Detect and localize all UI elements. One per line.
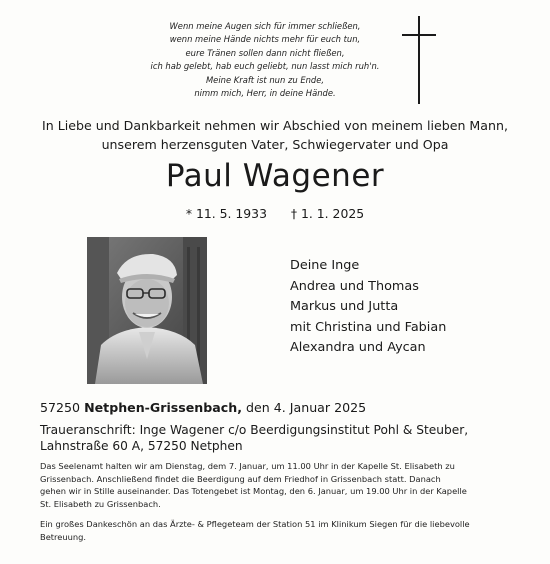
mourning-address xyxy=(40,422,468,455)
poem-line: eure Tränen sollen dann nicht fließen, xyxy=(185,47,345,58)
address-line-2: Lahnstraße 60 A, 57250 Netphen xyxy=(40,439,243,454)
family-member: Markus und Jutta xyxy=(290,299,399,315)
family-list xyxy=(290,256,446,359)
place-date: den 4. Januar 2025 xyxy=(246,400,367,415)
intro-line-1: In Liebe und Dankbarkeit nehmen wir Abschied von meinem lieben Mann, xyxy=(42,118,508,133)
birth-date: * 11. 5. 1933 xyxy=(185,206,267,221)
portrait-photo xyxy=(87,237,207,384)
poem-line: Wenn meine Augen sich für immer schließen, xyxy=(169,21,361,31)
poem-line: Meine Kraft ist nun zu Ende, xyxy=(205,74,325,85)
family-member: Alexandra und Aycan xyxy=(290,340,426,356)
place-and-date xyxy=(40,400,366,415)
address-line-1: Traueranschrift: Inge Wagener c/o Beerdigungsinstitut Pohl & Steuber, xyxy=(40,423,469,437)
deceased-name: Paul Wagener xyxy=(165,158,385,194)
life-dates xyxy=(150,206,400,221)
poem-line: nimm mich, Herr, in deine Hände. xyxy=(194,88,336,99)
service-line: Das Seelenamt halten wir am Dienstag, dem 7. Januar, um 11.00 Uhr in der Kapelle St. Elisabeth zu xyxy=(40,461,455,471)
poem-line: ich hab gelebt, hab euch geliebt, nun lasst mich ruh'n. xyxy=(150,61,380,72)
portrait-image xyxy=(87,237,207,384)
service-line: Grissenbach. Anschließend findet die Beerdigung auf dem Friedhof in Grissenbach statt. Danach xyxy=(40,473,441,484)
family-member: Deine Inge xyxy=(290,258,360,273)
poem xyxy=(120,20,410,100)
family-member: mit Christina und Fabian xyxy=(290,319,447,335)
poem-line: wenn meine Hände nichts mehr für euch tun, xyxy=(169,34,361,45)
thanks-notice xyxy=(40,518,510,543)
thanks-line: Betreuung. xyxy=(40,531,87,542)
service-notice xyxy=(40,460,510,510)
service-line: St. Elisabeth zu Grissenbach. xyxy=(40,498,161,509)
thanks-line: Ein großes Dankeschön an das Ärzte- & Pflegeteam der Station 51 im Klinikum Siegen für die liebevolle xyxy=(40,519,470,529)
intro-line-2: unserem herzensguten Vater, Schwiegervater und Opa xyxy=(101,137,449,152)
place-town: Netphen-Grissenbach, xyxy=(84,400,243,415)
intro-text xyxy=(20,116,530,154)
cross-icon xyxy=(402,16,436,104)
place-zip: 57250 xyxy=(40,400,81,415)
service-line: gehen wir in Stille auseinander. Das Totengebet ist Montag, den 6. Januar, um 19.00 Uhr in der Kapelle xyxy=(40,486,467,496)
death-date: † 1. 1. 2025 xyxy=(290,206,365,221)
family-member: Andrea und Thomas xyxy=(290,278,419,294)
